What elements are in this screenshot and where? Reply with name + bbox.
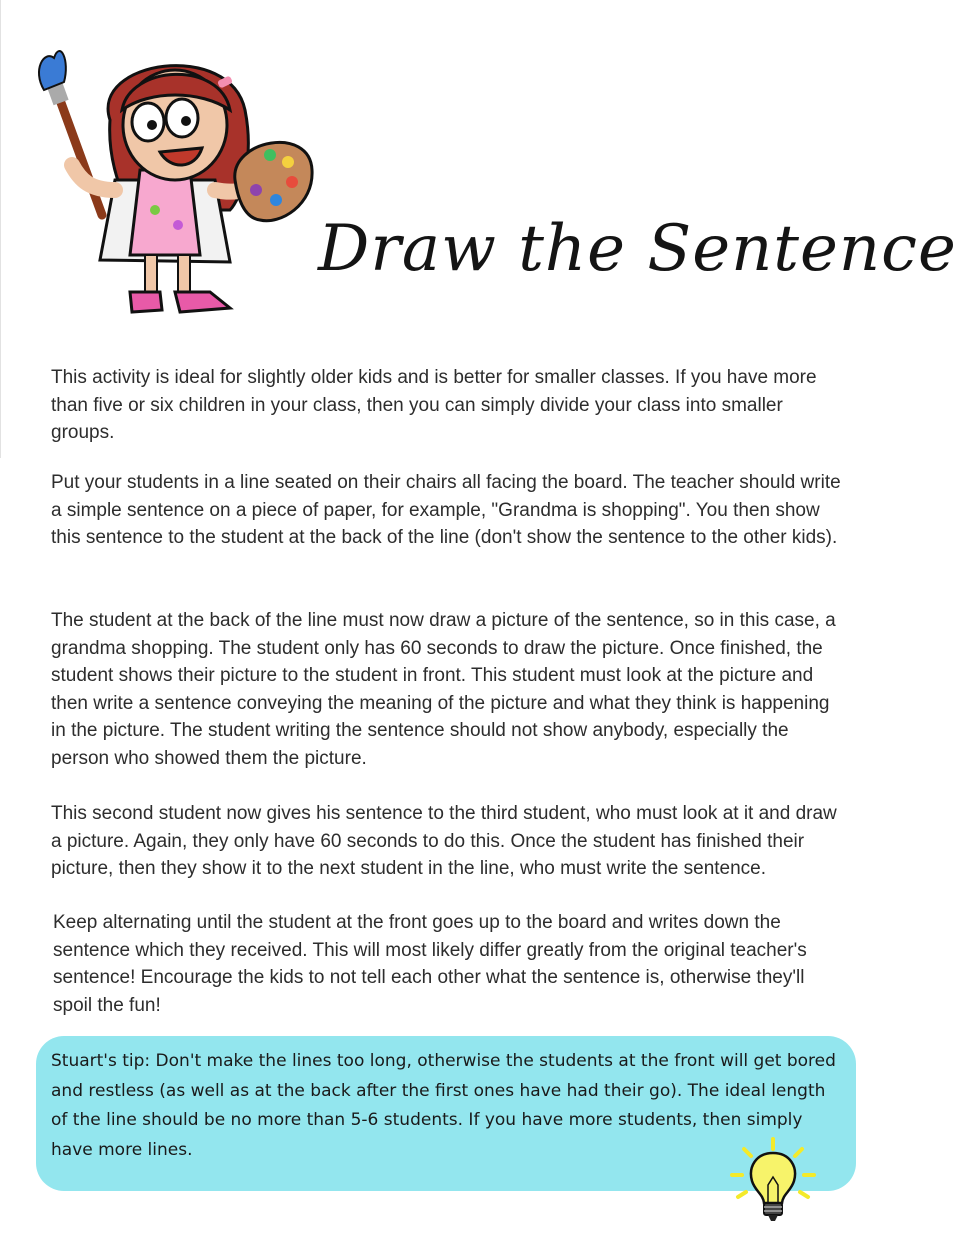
page-title: Draw the Sentence <box>318 212 957 286</box>
lightbulb-icon <box>730 1137 816 1223</box>
girl-painter-icon <box>30 30 320 320</box>
paragraph-intro: This activity is ideal for slightly older kids and is better for smaller classes. If you have more than five or six children in your class, then you can simply divide your class into smaller groups. <box>51 367 817 443</box>
page-edge-line <box>0 0 1 458</box>
paragraph-second-student: This second student now gives his sentence to the third student, who must look at it and draw a picture. Again, they only have 60 seconds to do this. Once the student has finished their picture, then they show it to the next student in the line, who must write the sentence. <box>51 803 837 879</box>
tip-text: Stuart's tip: Don't make the lines too long, otherwise the students at the front will get bored and restless (as well as at the back after the first ones have had their go). The ideal length of the line should be no more than 5-6 students. If you have more students, then simply have more lines. <box>51 1051 836 1160</box>
paragraph-setup: Put your students in a line seated on their chairs all facing the board. The teacher should write a simple sentence on a piece of paper, for example, "Grandma is shopping". You then show this sentence to the student at the back of the line (don't show the sentence to the other kids). <box>51 472 841 548</box>
paragraph-drawing: The student at the back of the line must now draw a picture of the sentence, so in this case, a grandma shopping. The student only has 60 seconds to draw the picture. Once finished, the student shows their picture to the student in front. This student must look at the picture and then write a sentence conveying the meaning of the picture and what they think is happening in the picture. The student writing the sentence should not show anybody, especially the person who showed them the picture. <box>51 610 836 769</box>
paragraph-alternating: Keep alternating until the student at the front goes up to the board and writes down the sentence which they received. This will most likely differ greatly from the original teacher's sentence! Encourage the kids to not tell each other what the sentence is, otherwise they'll spoil the fun! <box>53 912 807 1016</box>
